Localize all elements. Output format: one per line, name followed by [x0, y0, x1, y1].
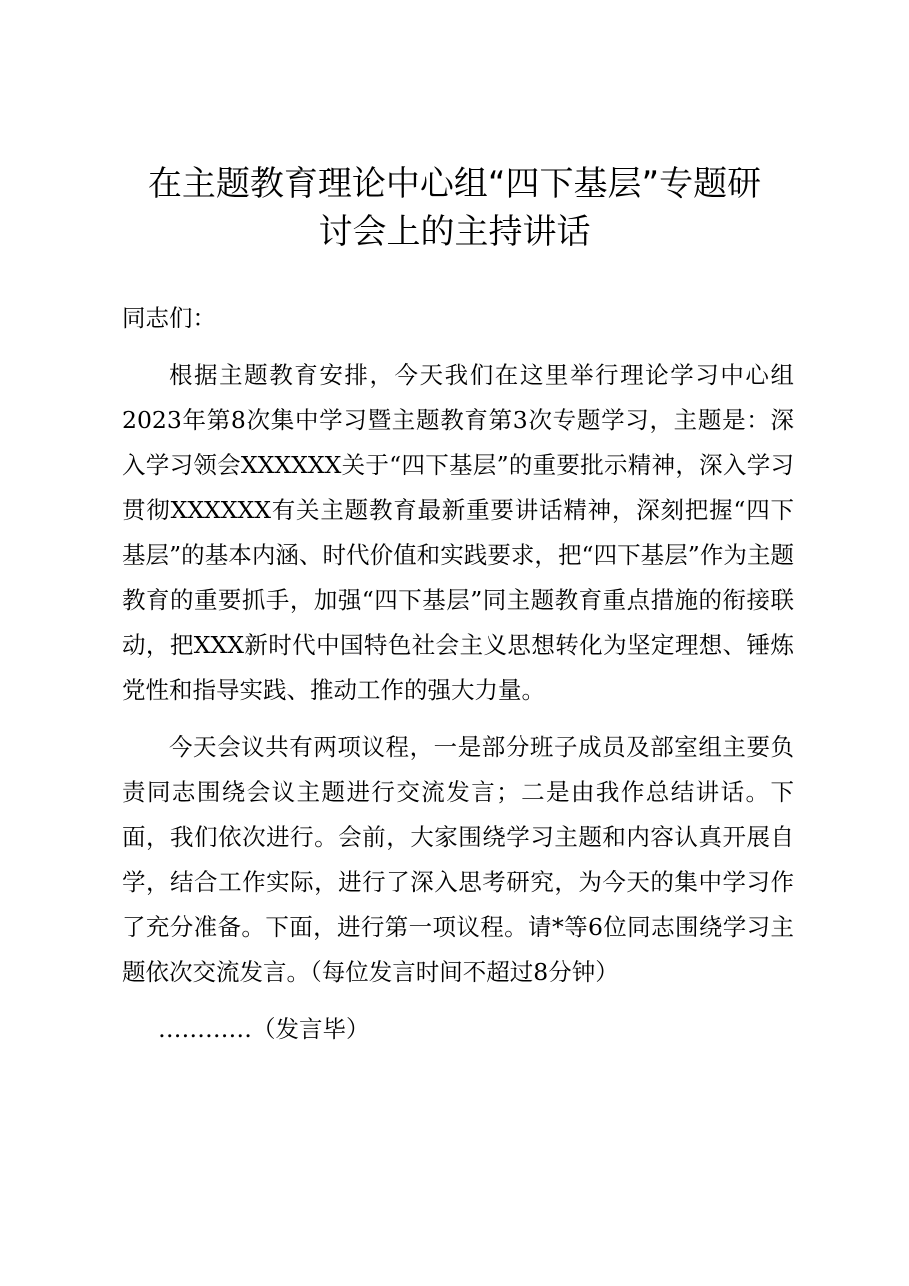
closing-note: …………（发言毕）	[158, 1015, 370, 1043]
document-title	[120, 160, 789, 256]
title-line-2: 讨会上的主持讲话	[318, 212, 591, 252]
document-body	[122, 296, 794, 1052]
salutation: 同志们：	[122, 304, 216, 332]
title-line-1: 在主题教育理论中心组“四下基层”专题研	[147, 164, 762, 204]
paragraph-agenda-intro: 根据主题教育安排，今天我们在这里举行理论学习中心组2023年第8次集中学习暨主题教育第3次专题学习，主题是：深入学习领会XXXXXX关于“四下基层”的重要批示精神，深入学习贯彻XXXXXX有关主题教育最新重要讲话精神，深刻把握“四下基层”的基本内涵、时代价值和实践要求，把“四下基层”作为主题教育的重要抓手，加强“四下基层”同主题教育重点措施的衔接联动，把XXX新时代中国特色社会主义思想转化为坚定理想、锤炼党性和指导实践、推动工作的强大力量。	[122, 361, 794, 704]
paragraph-meeting-agenda: 今天会议共有两项议程，一是部分班子成员及部室组主要负责同志围绕会议主题进行交流发言；二是由我作总结讲话。下面，我们依次进行。会前，大家围绕学习主题和内容认真开展自学，结合工作实际，进行了深入思考研究，为今天的集中学习作了充分准备。下面，进行第一项议程。请*等6位同志围绕学习主题依次交流发言。（每位发言时间不超过8分钟）	[122, 733, 794, 986]
